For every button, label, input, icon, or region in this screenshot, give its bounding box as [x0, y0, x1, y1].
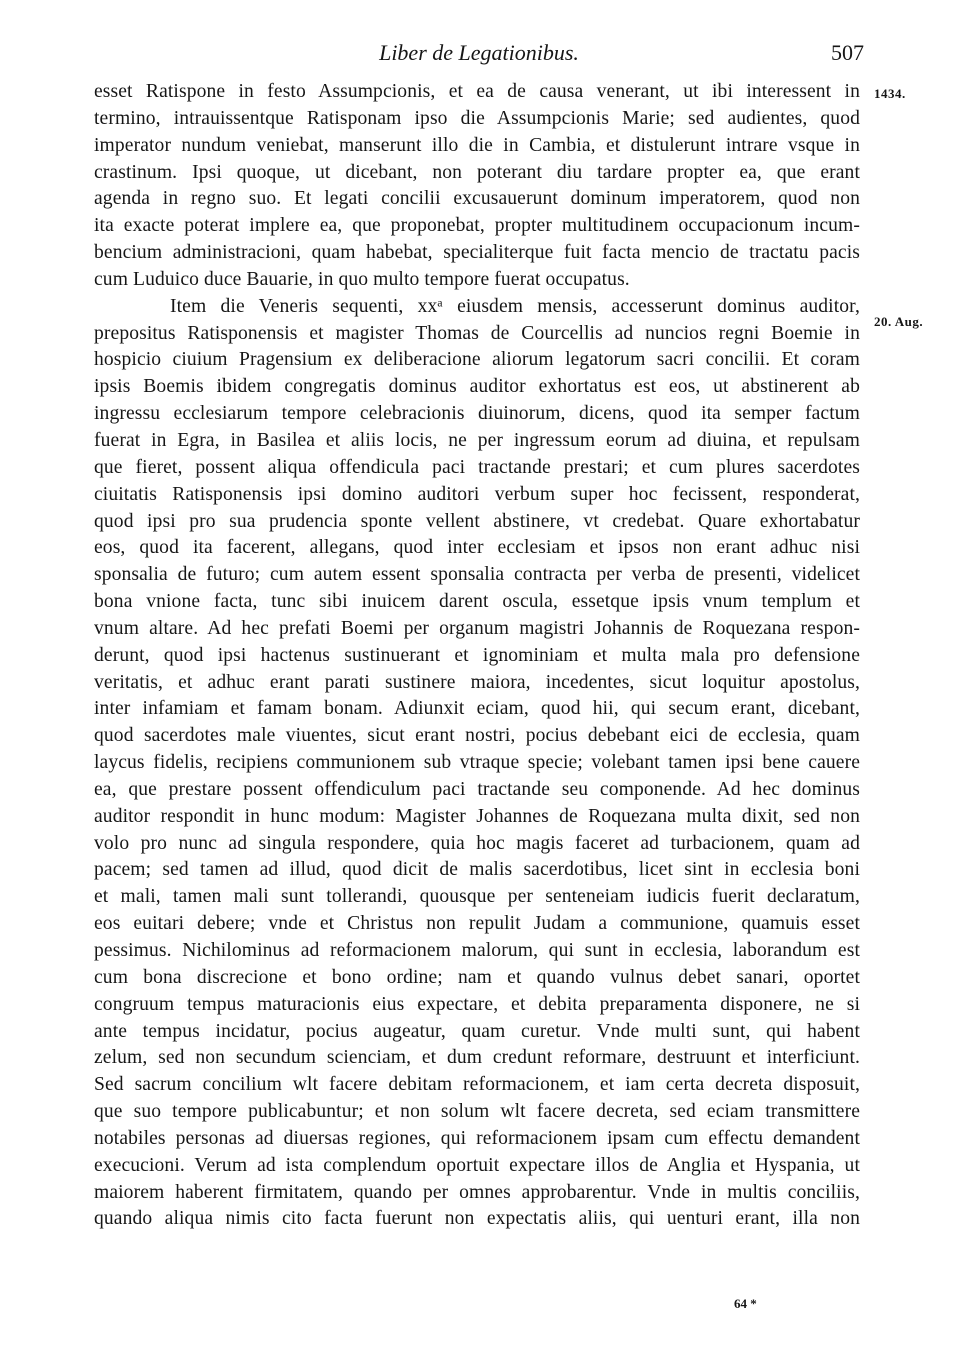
text-line: ita exacte poterat implere ea, que proponebat, propter multitudinem occupacionum incum- — [94, 215, 860, 237]
text-line: quod sacerdotes male viuentes, sicut erant nostri, pocius debebant eici de ecclesia, quam — [94, 725, 860, 747]
text-line: cum bona discrecione et bono ordine; nam et quando vulnus debet sanari, oportet — [94, 966, 860, 988]
text-line: fuerat in Egra, in Basilea et aliis locis, ne per ingressum eorum ad diuina, et repulsam — [94, 429, 860, 451]
page-number: 507 — [831, 40, 864, 65]
text-line: cum Luduico duce Bauarie, in quo multo tempore fuerat occupatus. — [94, 268, 630, 290]
text-line: Item die Veneris sequenti, xxᵃ eiusdem mensis, accesserunt dominus auditor, — [170, 295, 860, 317]
text-line: notabiles personas ad diuersas regiones, qui reformacionem ipsam cum effectu demandent — [94, 1127, 860, 1149]
text-line: ingressu ecclesiarum tempore celebracionis diuinorum, dicens, quod ita semper factum — [94, 403, 860, 425]
text-line: sponsalia de futuro; cum autem essent sponsalia contracta per verba de presenti, videlicet — [94, 564, 860, 586]
page-header — [94, 38, 864, 68]
text-line: laycus fidelis, recipiens communionem sub vtraque specie; volebant tamen ipsi bene cauere — [94, 752, 860, 774]
text-line: termino, intrauissentque Ratisponam ipso die Assumpcionis Marie; sed audientes, quod — [94, 107, 860, 129]
text-line: prepositus Ratisponensis et magister Thomas de Courcellis ad nuncios regni Boemie in — [94, 322, 860, 344]
margin-note-date: 20. Aug. — [874, 314, 924, 329]
body-text — [94, 79, 860, 1233]
text-line: pacem; sed tamen ad illud, quod dicit de malis sacerdotibus, licet sint in ecclesia boni — [94, 859, 860, 881]
text-line: maiorem haberent firmitatem, quando per omnes approbarentur. Vnde in multis conciliis, — [94, 1181, 860, 1203]
text-line: que suo tempore publicabuntur; et non solum wlt facere decreta, sed eciam transmittere — [94, 1101, 860, 1123]
text-line: pessimus. Nichilominus ad reformacionem malorum, qui sunt in ecclesia, laborandum est — [94, 940, 860, 961]
text-line: execucioni. Verum ad ista complendum oportuit expectare illos de Anglia et Hyspania, ut — [94, 1154, 860, 1176]
text-line: zelum, sed non secundum scienciam, et dum credunt reformare, destruunt et interficiunt. — [94, 1047, 860, 1069]
running-title: Liber de Legationibus. — [379, 40, 579, 65]
text-line: inter infamiam et famam bonam. Adiunxit eciam, quod hii, qui secum erant, dicebant, — [94, 698, 860, 720]
text-line: veritatis, et adhuc erant parati sustinere maiora, incedentes, sicut loquitur apostolus, — [94, 671, 860, 693]
text-line: quod ipsi pro sua prudencia sponte vellent abstinere, vt credebat. Quare exhortabatur — [94, 510, 860, 532]
text-line: crastinum. Ipsi quoque, ut dicebant, non poterant diu tardare propter ea, que erant — [94, 161, 860, 183]
text-line: ante tempus incidatur, pocius augeatur, quam curetur. Vnde multi sunt, qui habent — [94, 1020, 860, 1042]
text-line: agenda in regno suo. Et legati concilii excusauerunt dominum imperatorem, quod non — [94, 188, 860, 210]
text-line: hospicio ciuium Pragensium ex deliberacione aliorum legatorum sacri concilii. Et coram — [94, 349, 860, 371]
text-line: eos, quod ita facerent, allegans, quod inter ecclesiam et ipsos non erant adhuc nisi — [94, 537, 860, 559]
text-line: vnum altare. Ad hec prefati Boemi per organum magistri Johannis de Roquezana respon- — [94, 617, 860, 639]
text-line: ea, que prestare possent offendiculum paci tractande seu componende. Ad hec dominus — [94, 778, 860, 800]
signature-mark: 64 * — [734, 1296, 757, 1311]
text-line: et mali, tamen mali sunt tollerandi, quousque per senteneiam iudicis fuerit declaratum, — [94, 886, 860, 908]
text-line: que fieret, possent aliqua offendicula paci tractande prestari; et cum plures sacerdotes — [94, 456, 860, 478]
text-line: auditor respondit in hunc modum: Magister Johannes de Roquezana multa dixit, sed non — [94, 805, 860, 827]
text-line: derunt, quod ipsi hactenus sustinuerant et ignominiam et multa mala pro defensione — [94, 644, 860, 666]
text-line: imperator nundum veniebat, manserunt illo die in Cambia, et distulerunt intrare vsque in — [94, 134, 860, 156]
text-line: volo pro nunc ad singula respondere, quia hoc magis faceret ad turbacionem, quam ad — [94, 832, 860, 854]
text-line: bona vnione facta, tunc sibi inuicem darent oscula, essetque ipsis vnum templum et — [94, 591, 860, 613]
text-line: ciuitatis Ratisponensis ipsi domino auditori verbum super hoc fecissent, responderat, — [94, 483, 860, 505]
text-line: quando aliqua nimis cito facta fuerunt non expectatis aliis, qui uenturi erant, illa non — [94, 1208, 860, 1230]
text-line: congruum tempus maturacionis eius expectare, et debita preparamenta disponere, ne si — [94, 993, 860, 1015]
text-line: ipsis Boemis ibidem congregatis dominus auditor exhortatus est eos, ut abstinerent ab — [94, 376, 860, 398]
text-line: eos euitari debere; vnde et Christus non repulit Judam a communione, quamuis esset — [94, 913, 860, 935]
text-line: esset Ratispone in festo Assumpcionis, et ea de causa venerant, ut ibi interessent in — [94, 81, 860, 102]
margin-note-year: 1434. — [874, 86, 906, 101]
text-line: Sed sacrum concilium wlt facere debitam reformacionem, et iam certa decreta disposuit, — [94, 1074, 860, 1096]
text-line: bencium administracioni, quam habebat, specialiterque fuit facta mencio de tractatu pacis — [94, 242, 860, 264]
